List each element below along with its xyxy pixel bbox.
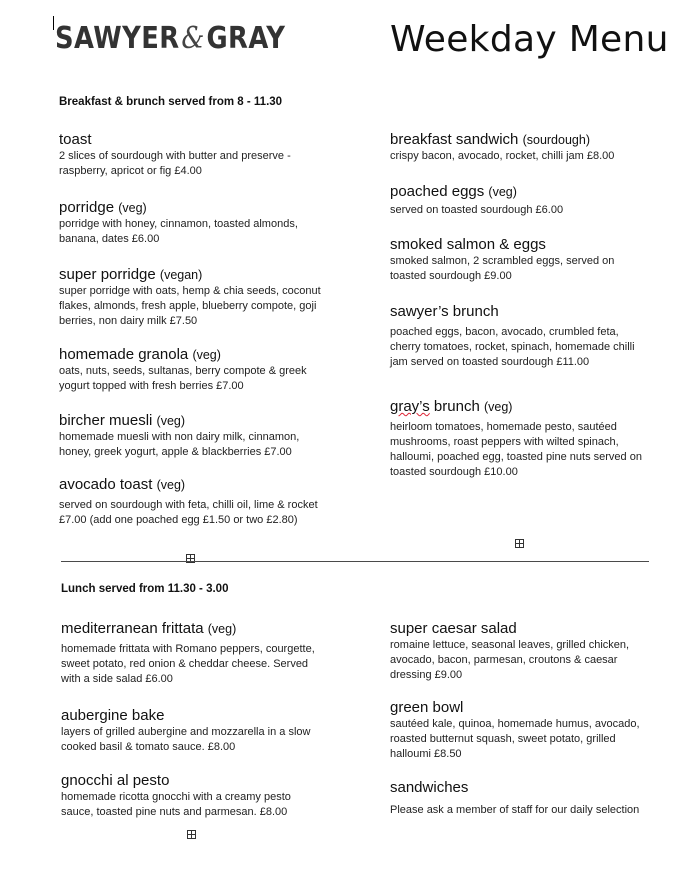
item-description: homemade muesli with non dairy milk, cinnamon, honey, greek yogurt, apple & blackberries £7.00 — [59, 431, 300, 458]
item-description: oats, nuts, seeds, sultanas, berry compote & greek yogurt topped with fresh berries £7.00 — [59, 365, 307, 392]
item-description: romaine lettuce, seasonal leaves, grilled chicken, avocado, bacon, parmesan, croutons & caesar dressing £9.00 — [390, 639, 630, 681]
item-tag: (veg) — [483, 400, 513, 414]
menu-item-breakfast-sandwich — [390, 131, 652, 164]
item-description: heirloom tomatoes, homemade pesto, sautéed mushrooms, roast peppers with wilted spinach, halloumi, poached egg, toasted pine nuts served on toasted sourdough £10.00 — [390, 421, 642, 478]
item-name: green bowl — [390, 699, 464, 716]
item-description: smoked salmon, 2 scrambled eggs, served on toasted sourdough £9.00 — [390, 255, 615, 282]
menu-item-gnocchi-al-pesto — [61, 772, 323, 820]
item-description: served on sourdough with feta, chilli oil, lime & rocket £7.00 (add one poached egg £1.50 or two £2.80) — [59, 499, 318, 526]
brand-logo — [55, 21, 285, 57]
item-name: gnocchi al pesto — [61, 772, 170, 789]
menu-item-super-porridge — [59, 266, 321, 329]
logo-ampersand: & — [181, 21, 205, 56]
menu-item-smoked-salmon-eggs — [390, 236, 652, 284]
menu-item-mediterranean-frittata — [61, 620, 323, 687]
menu-item-avocado-toast — [59, 476, 321, 528]
document-title: Weekday Menu — [390, 19, 669, 60]
menu-item-green-bowl — [390, 699, 652, 762]
item-description: Please ask a member of staff for our daily selection — [390, 804, 640, 816]
lunch-heading: Lunch served from 11.30 - 3.00 — [61, 583, 229, 595]
item-description: layers of grilled aubergine and mozzarella in a slow cooked basil & tomato sauce. £8.00 — [61, 726, 311, 753]
item-description: super porridge with oats, hemp & chia seeds, coconut flakes, almonds, fresh apple, blueberry compote, goji berries, non dairy milk £7.50 — [59, 285, 321, 327]
item-description: 2 slices of sourdough with butter and preserve - raspberry, apricot or fig £4.00 — [59, 150, 291, 177]
item-name: homemade granola — [59, 346, 189, 363]
section-divider — [61, 561, 649, 562]
item-name: super porridge — [59, 266, 156, 283]
item-tag: (sourdough) — [522, 133, 590, 147]
item-description: porridge with honey, cinnamon, toasted almonds, banana, dates £6.00 — [59, 218, 298, 245]
item-name: smoked salmon & eggs — [390, 236, 546, 253]
item-name-spellcheck: gray’s — [390, 398, 430, 415]
menu-item-homemade-granola — [59, 346, 321, 394]
table-move-handle-icon[interactable] — [515, 539, 524, 548]
menu-item-poached-eggs — [390, 183, 652, 218]
item-name: porridge — [59, 199, 115, 216]
item-name: toast — [59, 131, 92, 148]
item-tag: (vegan) — [159, 268, 203, 282]
logo-word-left: SAWYER — [55, 21, 180, 56]
menu-item-sandwiches — [390, 779, 660, 818]
menu-item-sawyers-brunch — [390, 303, 652, 370]
item-tag: (veg) — [192, 348, 221, 362]
breakfast-heading: Breakfast & brunch served from 8 - 11.30 — [59, 96, 283, 108]
menu-item-toast — [59, 131, 321, 179]
item-description: homemade ricotta gnocchi with a creamy pesto sauce, toasted pine nuts and parmesan. £8.00 — [61, 791, 291, 818]
item-tag: (veg) — [156, 478, 186, 492]
item-description: homemade frittata with Romano peppers, courgette, sweet potato, red onion & cheddar cheese. Served with a side salad £6.00 — [61, 643, 315, 685]
item-name: avocado toast — [59, 476, 153, 493]
menu-item-porridge — [59, 199, 321, 247]
item-name: breakfast sandwich — [390, 131, 519, 148]
menu-item-super-caesar-salad — [390, 620, 652, 683]
item-name: brunch — [429, 398, 480, 415]
item-tag: (veg) — [207, 622, 237, 636]
menu-item-grays-brunch — [390, 398, 652, 480]
item-description: crispy bacon, avocado, rocket, chilli jam £8.00 — [390, 150, 615, 162]
logo-word-right: GRAY — [206, 21, 286, 56]
item-name: mediterranean frittata — [61, 620, 204, 637]
item-description: poached eggs, bacon, avocado, crumbled feta, cherry tomatoes, rocket, spinach, homemade chilli jam served on toasted sourdough £11.00 — [390, 326, 635, 368]
item-tag: (veg) — [488, 185, 517, 199]
item-name: sawyer’s brunch — [390, 303, 499, 320]
item-description: sautéed kale, quinoa, homemade humus, avocado, roasted butternut squash, sweet potato, grilled halloumi £8.50 — [390, 718, 640, 760]
item-name: sandwiches — [390, 779, 469, 796]
text-cursor — [53, 16, 54, 30]
item-name: super caesar salad — [390, 620, 517, 637]
item-name: poached eggs — [390, 183, 485, 200]
menu-item-bircher-muesli — [59, 412, 321, 460]
item-tag: (veg) — [156, 414, 186, 428]
item-name: bircher muesli — [59, 412, 153, 429]
table-move-handle-icon[interactable] — [187, 830, 196, 839]
menu-item-aubergine-bake — [61, 707, 323, 755]
item-name: aubergine bake — [61, 707, 165, 724]
item-description: served on toasted sourdough £6.00 — [390, 204, 564, 216]
item-tag: (veg) — [118, 201, 147, 215]
